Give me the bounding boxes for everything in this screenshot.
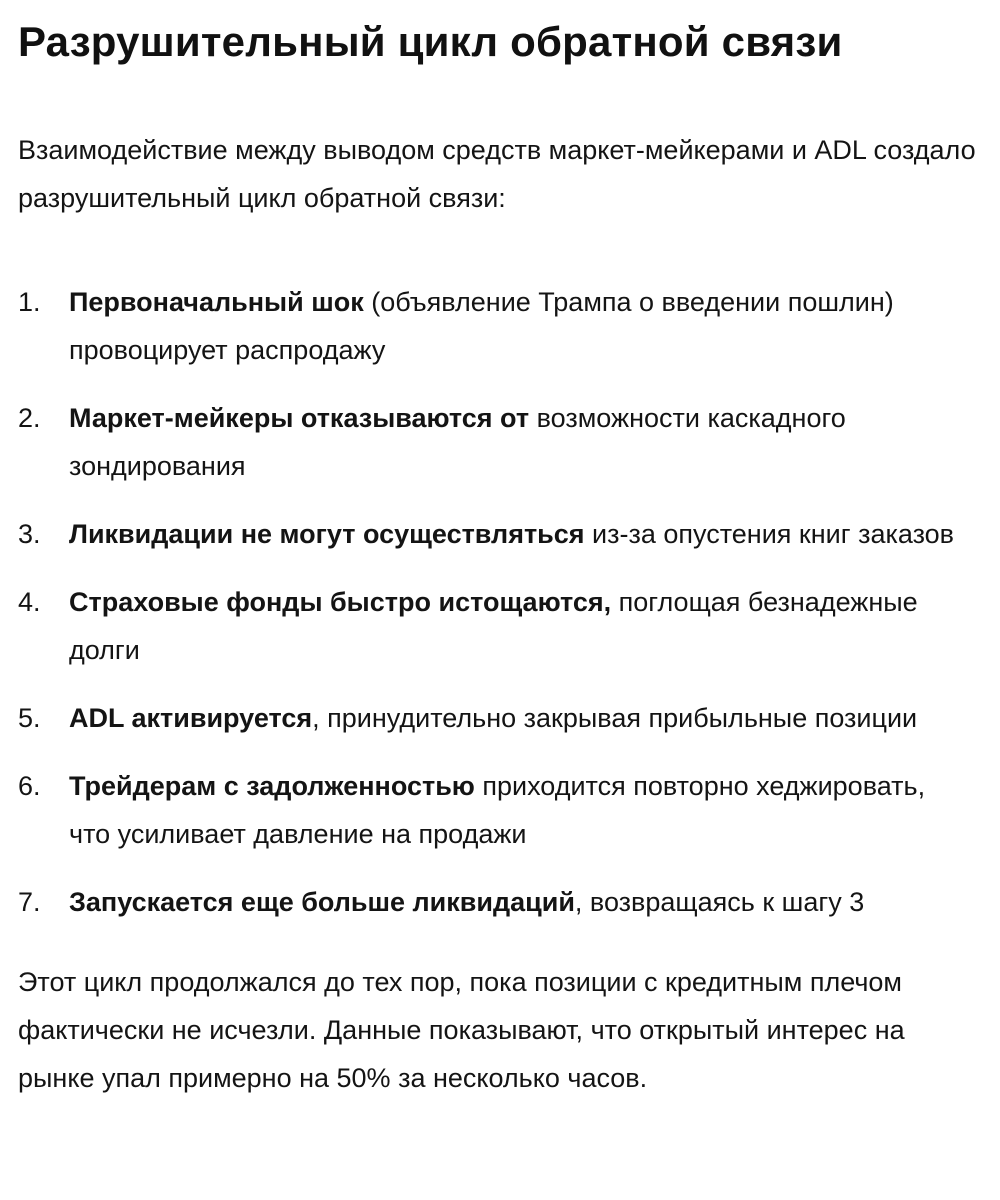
step-bold-text: Ликвидации не могут осуществляться	[69, 519, 585, 549]
list-item-7	[18, 878, 969, 926]
list-item-2	[18, 394, 969, 490]
step-number: 2.	[18, 403, 41, 433]
step-number: 5.	[18, 703, 41, 733]
list-item-4	[18, 578, 969, 674]
list-item-3	[18, 510, 969, 558]
step-number: 4.	[18, 587, 41, 617]
list-item-1	[18, 278, 969, 374]
step-text: (объявление Трампа о введении пошлин) провоцирует распродажу	[69, 287, 894, 365]
step-bold-text: Трейдерам с задолженностью	[69, 771, 475, 801]
step-number: 3.	[18, 519, 41, 549]
list-item-6	[18, 762, 969, 858]
step-bold-text: Страховые фонды быстро истощаются,	[69, 587, 612, 617]
step-bold-text: Запускается еще больше ликвидаций	[69, 887, 575, 917]
list-item-5	[18, 694, 969, 742]
step-text: , возвращаясь к шагу 3	[574, 887, 865, 917]
step-bold-text: Маркет-мейкеры отказываются от	[69, 403, 530, 433]
article-title: Разрушительный цикл обратной связи	[18, 18, 843, 65]
outro-paragraph: Этот цикл продолжался до тех пор, пока позиции с кредитным плечом фактически не исчезли. Данные показывают, что открытый интерес на рынке упал примерно на 50% за несколько часов.	[18, 967, 905, 1093]
step-text: поглощая безнадежные долги	[69, 587, 918, 665]
step-bold-text: Первоначальный шок	[69, 287, 364, 317]
step-text: приходится повторно хеджировать, что усиливает давление на продажи	[69, 771, 926, 849]
step-text: из-за опустения книг заказов	[584, 519, 955, 549]
step-text: возможности каскадного зондирования	[69, 403, 846, 481]
step-number: 6.	[18, 771, 41, 801]
intro-paragraph: Взаимодействие между выводом средств маркет-мейкерами и ADL создало разрушительный цикл обратной связи:	[18, 135, 976, 213]
step-bold-text: ADL активируется	[69, 703, 313, 733]
step-text: , принудительно закрывая прибыльные позиции	[312, 703, 918, 733]
step-number: 1.	[18, 287, 41, 317]
feedback-loop-steps	[18, 278, 982, 926]
step-number: 7.	[18, 887, 41, 917]
